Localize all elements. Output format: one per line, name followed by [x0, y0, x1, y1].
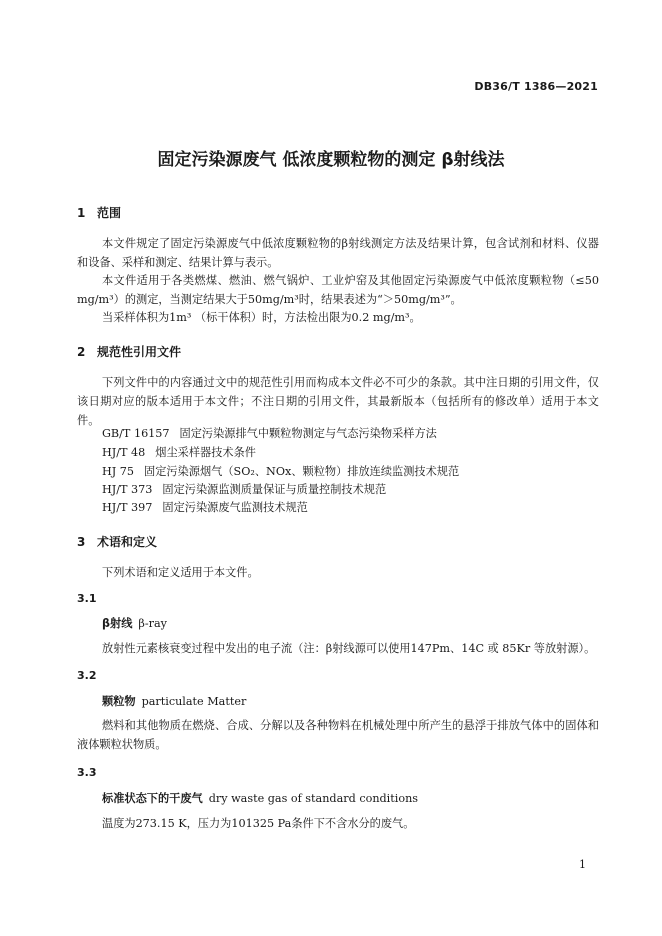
- scope-paragraph-1: 本文件规定了固定污染源废气中低浓度颗粒物的β射线测定方法及结果计算，包含试剂和材料、仪器和设备、采样和测定、结果计算与表示。: [77, 237, 599, 269]
- reference-name: 固定污染源废气监测技术规范: [162, 501, 308, 514]
- section-heading-normative-references: [77, 343, 181, 360]
- section-title: 规范性引用文件: [97, 345, 182, 359]
- reference-item: [102, 498, 308, 517]
- terms-intro: 下列术语和定义适用于本文件。: [102, 566, 259, 579]
- reference-code: HJ/T 48: [102, 446, 146, 459]
- term-name-en: particulate Matter: [141, 695, 247, 708]
- reference-item: [102, 480, 386, 499]
- term-name-en: β-ray: [138, 617, 167, 630]
- section-heading-scope: [77, 204, 121, 221]
- term-number: 3.2: [77, 669, 97, 682]
- reference-code: HJ/T 397: [102, 501, 153, 514]
- reference-code: HJ 75: [102, 465, 135, 478]
- references-intro: 下列文件中的内容通过文中的规范性引用而构成本文件必不可少的条款。其中注日期的引用文件，仅该日期对应的版本适用于本文件；不注日期的引用文件，其最新版本（包括所有的修改单）适用于本文件。: [77, 376, 599, 427]
- standard-number: DB36/T 1386—2021: [474, 80, 598, 93]
- scope-paragraph-2: 本文件适用于各类燃煤、燃油、燃气锅炉、工业炉窑及其他固定污染源废气中低浓度颗粒物（≤50 mg/m³）的测定，当测定结果大于50mg/m³时，结果表述为“＞50mg/m³”。: [77, 274, 599, 306]
- term-heading: [102, 615, 167, 631]
- section-title: 范围: [97, 206, 122, 220]
- section-number: 1: [77, 206, 86, 220]
- reference-name: 烟尘采样器技术条件: [155, 446, 256, 459]
- reference-code: GB/T 16157: [102, 427, 170, 440]
- reference-code: HJ/T 373: [102, 483, 153, 496]
- page-number: 1: [579, 858, 586, 871]
- term-number: 3.1: [77, 592, 97, 605]
- reference-item: [102, 462, 459, 481]
- term-definition: 燃料和其他物质在燃烧、合成、分解以及各种物料在机械处理中所产生的悬浮于排放气体中的固体和液体颗粒状物质。: [77, 719, 599, 751]
- term-name-zh: 颗粒物: [102, 695, 136, 708]
- reference-name: 固定污染源排气中颗粒物测定与气态污染物采样方法: [179, 427, 437, 440]
- section-heading-terms: [77, 533, 157, 550]
- section-number: 2: [77, 345, 86, 359]
- term-heading: [102, 790, 418, 806]
- term-definition: 温度为273.15 K，压力为101325 Pa条件下不含水分的废气。: [102, 817, 415, 830]
- term-heading: [102, 693, 246, 709]
- reference-item: [102, 424, 437, 443]
- document-title: 固定污染源废气 低浓度颗粒物的测定 β射线法: [157, 150, 505, 170]
- term-name-zh: 标准状态下的干废气: [102, 792, 203, 805]
- section-number: 3: [77, 535, 86, 549]
- term-name-en: dry waste gas of standard conditions: [208, 792, 419, 805]
- reference-item: [102, 443, 256, 462]
- term-definition: 放射性元素核衰变过程中发出的电子流（注：β射线源可以使用147Pm、14C 或 85Kr 等放射源）。: [102, 642, 596, 655]
- term-name-zh: β射线: [102, 617, 133, 630]
- scope-paragraph-3: 当采样体积为1m³ （标干体积）时，方法检出限为0.2 mg/m³。: [102, 311, 421, 324]
- reference-name: 固定污染源监测质量保证与质量控制技术规范: [162, 483, 387, 496]
- reference-name: 固定污染源烟气（SO₂、NOx、颗粒物）排放连续监测技术规范: [144, 465, 460, 478]
- section-title: 术语和定义: [97, 535, 158, 549]
- term-number: 3.3: [77, 766, 97, 779]
